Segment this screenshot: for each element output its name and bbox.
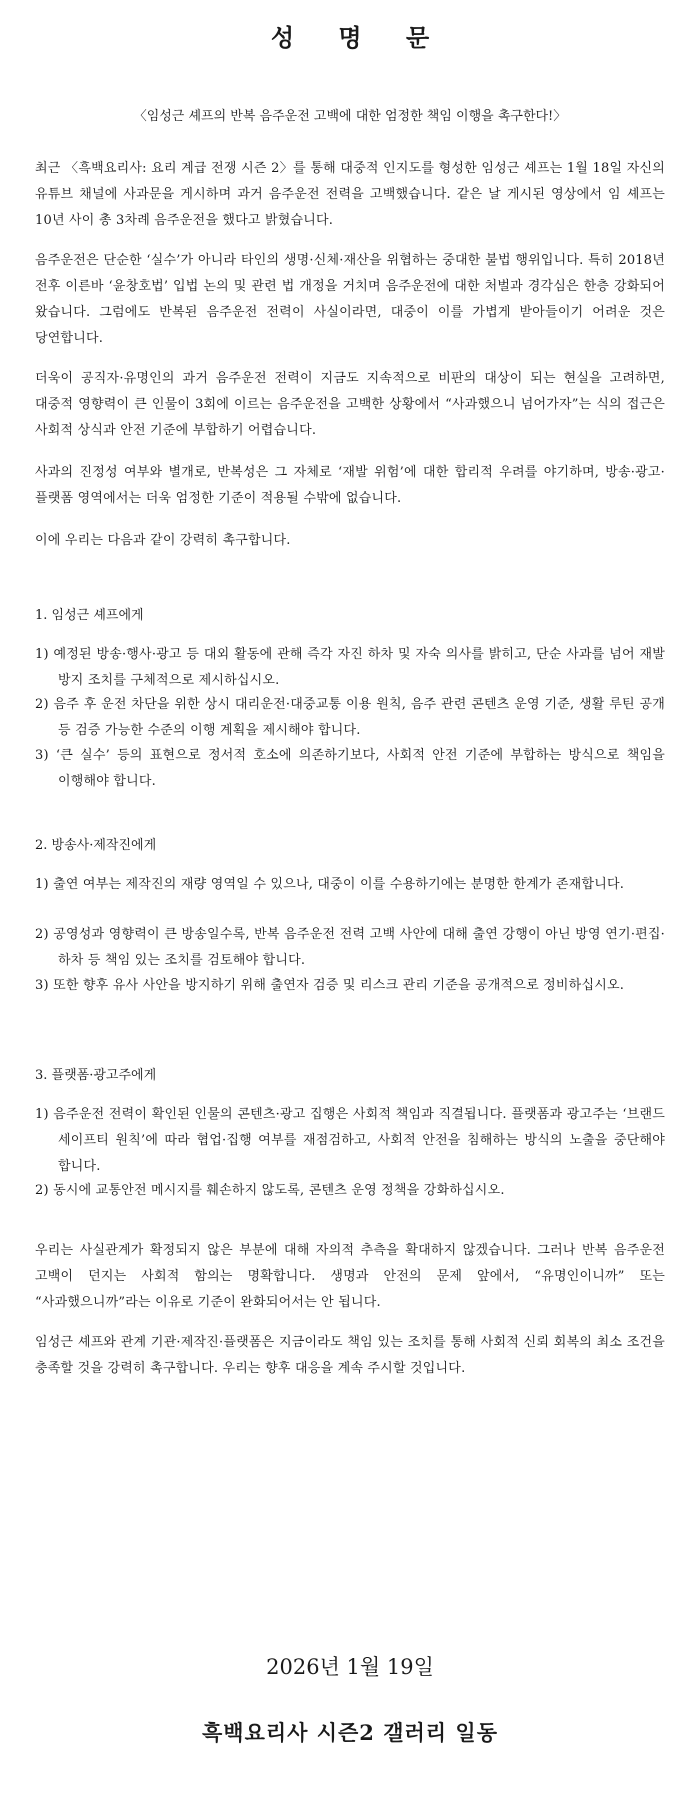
intro-paragraph-3: 더욱이 공직자·유명인의 과거 음주운전 전력이 지금도 지속적으로 비판의 대상이 되는 현실을 고려하면, 대중적 영향력이 큰 인물이 3회에 이르는 음주운전을 고백한 상황에서 “사과했으니 넘어가자”는 식의 접근은 사회적 상식과 안전 기준에 부합하기 어렵습니다. [35, 371, 665, 438]
intro-paragraph-1: 최근 〈흑백요리사: 요리 계급 전쟁 시즌 2〉를 통해 대중적 인지도를 형성한 임성근 셰프는 1월 18일 자신의 유튜브 채널에 사과문을 게시하며 과거 음주운전 전력을 고백했습니다. 같은 날 게시된 영상에서 임 셰프는 10년 사이 총 3차례 음주운전을 했다고 밝혔습니다. [35, 161, 665, 228]
section-1-item-3: 3) ‘큰 실수’ 등의 표현으로 정서적 호소에 의존하기보다, 사회적 안전 기준에 부합하는 방식으로 책임을 이행해야 합니다. [35, 748, 665, 789]
document-subtitle: 〈임성근 셰프의 반복 음주운전 고백에 대한 엄정한 책임 이행을 촉구한다!〉 [133, 109, 567, 124]
section-3-item-1: 1) 음주운전 전력이 확인된 인물의 콘텐츠·광고 집행은 사회적 책임과 직결됩니다. 플랫폼과 광고주는 ‘브랜드 세이프티 원칙’에 따라 협업·집행 여부를 재점검하고, 사회적 안전을 침해하는 방식의 노출을 중단해야 합니다. [35, 1107, 665, 1174]
section-1-item-2: 2) 음주 후 운전 차단을 위한 상시 대리운전·대중교통 이용 원칙, 음주 관련 콘텐츠 운영 기준, 생활 루틴 공개 등 검증 가능한 수준의 이행 계획을 제시해야 합니다. [35, 697, 665, 738]
intro-paragraph-4: 사과의 진정성 여부와 별개로, 반복성은 그 자체로 ‘재발 위험’에 대한 합리적 우려를 야기하며, 방송·광고·플랫폼 영역에서는 더욱 엄정한 기준이 적용될 수밖에 없습니다. [35, 465, 665, 506]
statement-date: 2026년 1월 19일 [266, 1655, 434, 1679]
intro-paragraph-5: 이에 우리는 다음과 같이 강력히 촉구합니다. [35, 533, 291, 548]
section-heading-broadcaster: 2. 방송사·제작진에게 [35, 838, 157, 853]
section-2-item-2: 2) 공영성과 영향력이 큰 방송일수록, 반복 음주운전 전력 고백 사안에 대해 출연 강행이 아닌 방영 연기·편집·하차 등 책임 있는 조치를 검토해야 합니다. [35, 927, 665, 968]
section-2-item-1: 1) 출연 여부는 제작진의 재량 영역일 수 있으나, 대중이 이를 수용하기에는 분명한 한계가 존재합니다. [35, 877, 625, 892]
section-3-item-2: 2) 동시에 교통안전 메시지를 훼손하지 않도록, 콘텐츠 운영 정책을 강화하십시오. [35, 1183, 505, 1198]
intro-paragraph-2: 음주운전은 단순한 ‘실수’가 아니라 타인의 생명·신체·재산을 위협하는 중대한 불법 행위입니다. 특히 2018년 전후 이른바 ‘윤창호법’ 입법 논의 및 관련 법 개정을 거치며 음주운전에 대한 처벌과 경각심은 한층 강화되어 왔습니다. 그럼에도 반복된 음주운전 전력이 사실이라면, 대중이 이를 가볍게 받아들이기 어려운 것은 당연합니다. [35, 253, 665, 346]
statement-signature: 흑백요리사 시즌2 갤러리 일동 [202, 1720, 498, 1745]
section-heading-chef: 1. 임성근 셰프에게 [35, 608, 144, 623]
section-2-item-3: 3) 또한 향후 유사 사안을 방지하기 위해 출연자 검증 및 리스크 관리 기준을 공개적으로 정비하십시오. [35, 978, 625, 993]
section-1-item-1: 1) 예정된 방송·행사·광고 등 대외 활동에 관해 즉각 자진 하차 및 자숙 의사를 밝히고, 단순 사과를 넘어 재발 방지 조치를 구체적으로 제시하십시오. [35, 647, 665, 688]
document-title: 성 명 문 [270, 23, 448, 52]
section-heading-platform: 3. 플랫폼·광고주에게 [35, 1068, 157, 1083]
closing-paragraph-1: 우리는 사실관계가 확정되지 않은 부분에 대해 자의적 추측을 확대하지 않겠습니다. 그러나 반복 음주운전 고백이 던지는 사회적 함의는 명확합니다. 생명과 안전의 문제 앞에서, “유명인이니까” 또는 “사과했으니까”라는 이유로 기준이 완화되어서는 안 됩니다. [35, 1243, 665, 1310]
closing-paragraph-2: 임성근 셰프와 관계 기관·제작진·플랫폼은 지금이라도 책임 있는 조치를 통해 사회적 신뢰 회복의 최소 조건을 충족할 것을 강력히 촉구합니다. 우리는 향후 대응을 계속 주시할 것입니다. [35, 1335, 665, 1376]
